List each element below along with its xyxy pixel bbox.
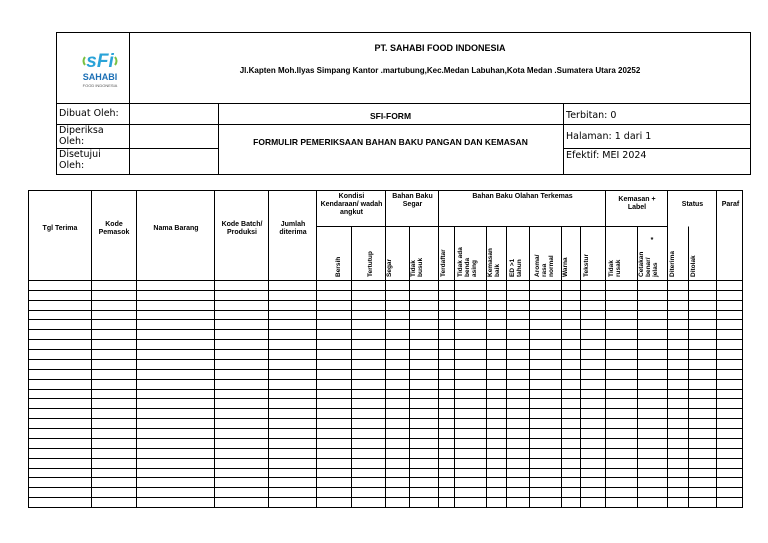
form-code: SFI-FORM — [369, 111, 412, 121]
header-jumlah: Jumlah diterima — [279, 221, 307, 236]
sub-kemasan-baik: Kemasan baik — [487, 248, 501, 277]
svg-text:SAHABI: SAHABI — [82, 72, 118, 82]
group-kemasan-label: Kemasan + Label — [618, 196, 656, 211]
sub-bersih: Bersih — [335, 256, 342, 277]
sub-ed-1-tahun: ED >1 tahun — [509, 258, 523, 277]
group-bahan-olahan: Bahan Baku Olahan Terkemas — [472, 193, 573, 200]
sub-segar: Segar — [386, 258, 393, 277]
group-kondisi: Kondisi Kendaraan/ wadah angkut — [320, 193, 383, 216]
sub-terdaftar: Terdaftar — [440, 249, 447, 277]
header-nama-barang: Nama Barang — [153, 225, 199, 232]
header-kode-batch: Kode Batch/ Produksi — [221, 221, 263, 236]
sub-ditolak: Ditolak — [690, 255, 697, 277]
form-title: FORMULIR PEMERIKSAAN BAHAN BAKU PANGAN DAN KEMASAN — [253, 137, 528, 147]
company-name: PT. SAHABI FOOD INDONESIA — [374, 43, 506, 53]
header-paraf: Paraf — [721, 201, 740, 208]
sub-asterisk: * — [650, 237, 654, 244]
inspection-table — [28, 190, 743, 508]
sub-diterima: Diterima — [669, 250, 676, 277]
group-bahan-segar: Bahan Baku Segar — [392, 193, 433, 208]
svg-text:sFi: sFi — [86, 51, 114, 72]
sub-cetakan-benar-jelas: Cetakan benar/ jelas — [638, 251, 659, 277]
halaman-label: Halaman: 1 dari 1 — [566, 131, 652, 142]
terbitan-label: Terbitan: 0 — [566, 110, 617, 121]
sub-tekstur: Tekstur — [583, 254, 590, 277]
sub-tidak-busuk: Tidak busuk — [410, 257, 424, 277]
group-status: Status — [681, 201, 704, 208]
disetujui-oleh-label: Disetujui Oleh: — [59, 149, 101, 171]
header-kode-pemasok: Kode Pemasok — [98, 221, 130, 236]
svg-text:FOOD INDONESIA: FOOD INDONESIA — [82, 83, 118, 88]
sub-warna: Warna — [562, 257, 569, 277]
company-address: Jl.Kapten Moh.Ilyas Simpang Kantor .martubung,Kec.Medan Labuhan,Kota Medan .Sumatera Utara 20252 — [239, 66, 641, 75]
dibuat-oleh-label: Dibuat Oleh: — [59, 108, 119, 119]
company-logo — [75, 45, 125, 93]
efektif-label: Efektif: MEI 2024 — [566, 150, 647, 161]
sub-tertutup: Tertutup — [367, 251, 374, 277]
sub-tidak-rusak: Tidak rusak — [608, 259, 622, 277]
diperiksa-oleh-label: Diperiksa Oleh: — [59, 125, 104, 147]
sub-tidak-ada-benda-asing: Tidak ada benda asing — [457, 247, 478, 277]
sub-aroma-rasa-normal: Aroma/ rasa normal — [534, 254, 555, 277]
document-header — [56, 32, 751, 175]
header-tgl-terima: Tgl Terima — [42, 225, 78, 232]
table-grid — [28, 190, 743, 508]
